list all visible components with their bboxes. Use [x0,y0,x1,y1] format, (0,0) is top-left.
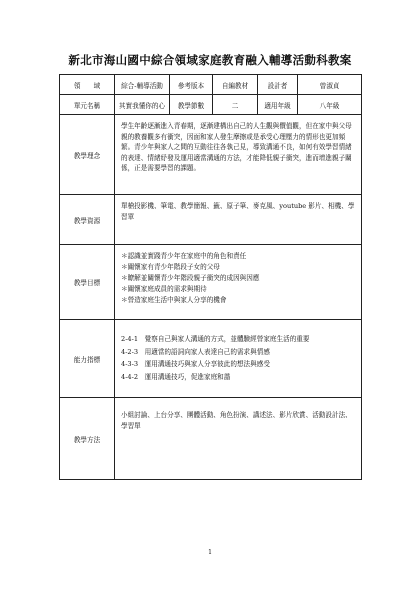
methods-text: 小組討論、上台分享、團體活動、角色扮演、講述法、影片欣賞、活動設計法、學習單 [115,398,362,480]
domain-value: 綜合-輔導活動 [115,75,170,95]
indicator-item: 2-4-1 覺察自己與家人溝通的方式，並體驗經營家庭生活的重要 [121,335,310,343]
version-value: 自編教材 [213,75,258,95]
grade-value: 八年級 [298,95,362,115]
indicator-item: 4-3-3 運用溝通技巧與家人分享彼此的想法與感受 [121,360,270,368]
goal-item: ＊營造家庭生活中與家人分享的機會 [121,296,227,304]
periods-label: 教學節數 [170,95,213,115]
grade-label: 適用年級 [258,95,298,115]
methods-row [60,398,362,480]
lesson-plan-table [59,74,362,480]
indicators-list [115,320,362,398]
goals-label: 教學目標 [60,245,115,320]
designer-label: 設計者 [258,75,298,95]
goal-item: ＊關懷家有青少年階段子女的父母 [121,263,220,271]
goal-item: ＊瞭解並關懷青少年階段親子衝突的成因與因應 [121,274,260,282]
designer-value: 曾淑貞 [298,75,362,95]
goal-item: ＊認識並實踐青少年在家庭中的角色和責任 [121,252,247,260]
concept-text: 學生年齡逐漸進入青春期，逐漸建構出自己的人生觀與價值觀，但在家中與父母親的教養觀多有衝突，因面和家人發生摩擦或是承受心理壓力的情形也更加頻繁。青少年與家人之間的互動往往各執己見，導致溝通不良，如何有效學習情緒的表達、情緒紓發及運用適當溝通的方法，才能降低親子衝突，進而增進親子關係，正是需要學習的課題。 [115,115,362,195]
unit-value: 其實我懂你的心 [115,95,170,115]
methods-label: 教學方法 [60,398,115,480]
indicator-item: 4-2-3 用適當的語詞向家人表達自己的需求與情感 [121,347,270,356]
periods-value: 二 [213,95,258,115]
concept-row [60,115,362,195]
goal-item: ＊關懷家庭成員的需求與期待 [121,285,207,293]
goals-row [60,245,362,320]
concept-label: 教學理念 [60,115,115,195]
goals-list [115,245,362,320]
domain-label: 領 域 [60,75,115,95]
header-row-unit [60,95,362,115]
indicators-row [60,320,362,398]
unit-label: 單元名稱 [60,95,115,115]
resources-row [60,195,362,245]
resources-text: 單槍投影機、筆電、教學簡報、籤、原子筆、麥克風、youtube 影片、相機、學習單 [115,195,362,245]
header-row-domain [60,75,362,95]
page-number: 1 [208,549,212,556]
indicator-item: 4-4-2 運用溝通技巧，促進家庭和諧 [121,372,231,381]
version-label: 參考版本 [170,75,213,95]
document-title: 新北市海山國中綜合領域家庭教育融入輔導活動科教案 [68,53,352,67]
resources-label: 教學資源 [60,195,115,245]
indicators-label: 能力指標 [60,320,115,398]
